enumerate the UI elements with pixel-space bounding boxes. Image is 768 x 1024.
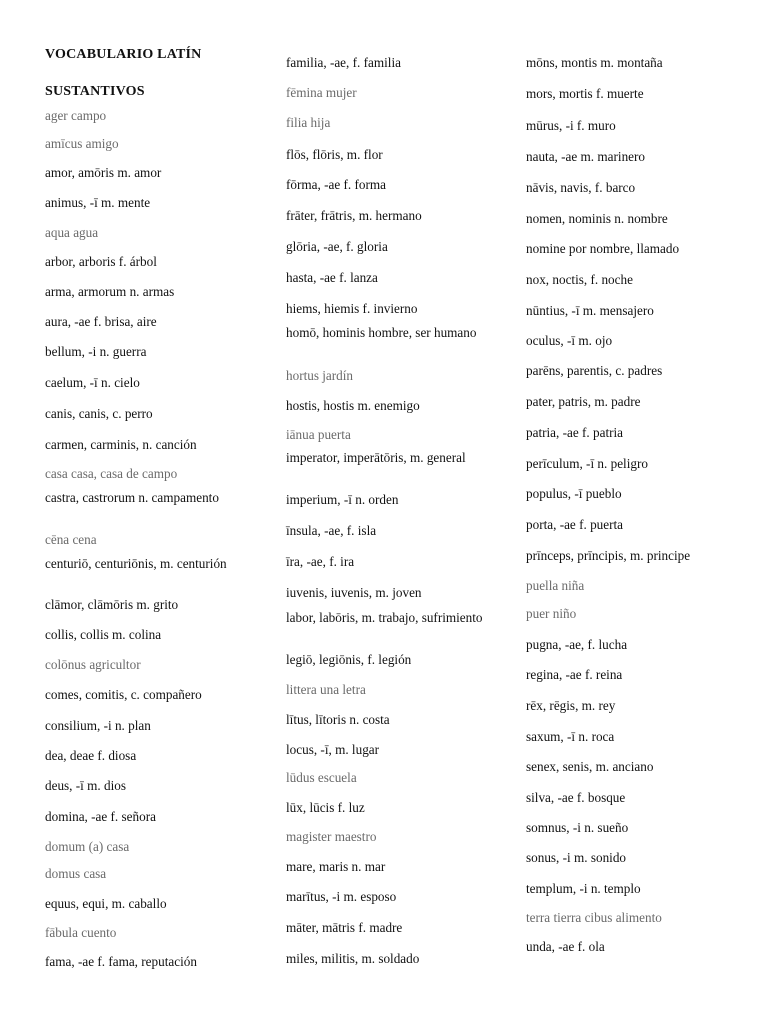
vocab-entry: mare, maris n. mar — [286, 859, 386, 874]
vocab-entry: miles, militis, m. soldado — [286, 951, 420, 966]
vocab-entry: porta, -ae f. puerta — [526, 517, 624, 532]
vocab-entry: populus, -ī pueblo — [526, 486, 622, 501]
vocab-entry: hortus jardín — [286, 368, 354, 383]
vocab-entry: canis, canis, c. perro — [45, 406, 153, 421]
vocab-entry: nomine por nombre, llamado — [526, 241, 680, 256]
vocab-entry: somnus, -i n. sueño — [526, 820, 629, 835]
vocab-entry: aqua agua — [45, 225, 99, 240]
vocab-entry: puer niño — [526, 606, 577, 621]
vocab-entry: filia hija — [286, 115, 331, 130]
vocab-entry: prīnceps, prīncipis, m. principe — [526, 548, 691, 563]
vocab-entry: puella niña — [526, 578, 585, 593]
vocab-entry: magister maestro — [286, 829, 377, 844]
vocab-entry: domum (a) casa — [45, 839, 130, 854]
vocab-entry: patria, -ae f. patria — [526, 425, 624, 440]
vocab-entry: dea, deae f. diosa — [45, 748, 137, 763]
vocab-entry: iuvenis, iuvenis, m. joven — [286, 585, 422, 600]
vocab-entry: parēns, parentis, c. padres — [526, 363, 663, 378]
vocab-entry: lūdus escuela — [286, 770, 357, 785]
vocab-entry: familia, -ae, f. familia — [286, 55, 401, 70]
vocab-entry: locus, -ī, m. lugar — [286, 742, 380, 757]
vocab-entry: comes, comitis, c. compañero — [45, 687, 202, 702]
vocab-entry: īra, -ae, f. ira — [286, 554, 355, 569]
vocab-entry: nomen, nominis n. nombre — [526, 211, 668, 226]
vocab-entry: mōns, montis m. montaña — [526, 55, 663, 70]
vocab-entry: pater, patris, m. padre — [526, 394, 641, 409]
vocab-entry: lūx, lūcis f. luz — [286, 800, 365, 815]
vocab-entry: labor, labōris, m. trabajo, sufrimiento — [286, 610, 483, 625]
vocab-entry: iānua puerta — [286, 427, 351, 442]
vocab-entry: equus, equi, m. caballo — [45, 896, 167, 911]
vocab-entry: amor, amōris m. amor — [45, 165, 162, 180]
vocab-entry: imperator, imperātōris, m. general — [286, 450, 466, 465]
page-title: VOCABULARIO LATÍN — [45, 47, 202, 62]
vocab-entry: domina, -ae f. señora — [45, 809, 156, 824]
vocab-entry: oculus, -ī m. ojo — [526, 333, 613, 348]
vocab-entry: fēmina mujer — [286, 85, 357, 100]
vocab-entry: regina, -ae f. reina — [526, 667, 623, 682]
vocab-entry: amīcus amigo — [45, 136, 119, 151]
vocab-entry: casa casa, casa de campo — [45, 466, 178, 481]
vocab-entry: marītus, -i m. esposo — [286, 889, 397, 904]
vocab-entry: domus casa — [45, 866, 107, 881]
vocab-entry: silva, -ae f. bosque — [526, 790, 626, 805]
vocab-entry: arbor, arboris f. árbol — [45, 254, 157, 269]
vocab-entry: aura, -ae f. brisa, aire — [45, 314, 157, 329]
vocab-entry: flōs, flōris, m. flor — [286, 147, 383, 162]
vocab-entry: nauta, -ae m. marinero — [526, 149, 645, 164]
vocab-entry: collis, collis m. colina — [45, 627, 162, 642]
vocab-entry: terra tierra cibus alimento — [526, 910, 662, 925]
vocab-entry: arma, armorum n. armas — [45, 284, 175, 299]
vocab-entry: frāter, frātris, m. hermano — [286, 208, 422, 223]
section-heading: SUSTANTIVOS — [45, 84, 145, 99]
vocab-entry: sonus, -i m. sonido — [526, 850, 627, 865]
vocab-entry: fama, -ae f. fama, reputación — [45, 954, 197, 969]
vocab-entry: carmen, carminis, n. canción — [45, 437, 197, 452]
vocab-entry: pugna, -ae, f. lucha — [526, 637, 628, 652]
vocab-entry: consilium, -i n. plan — [45, 718, 151, 733]
vocab-entry: cēna cena — [45, 532, 97, 547]
vocab-entry: imperium, -ī n. orden — [286, 492, 399, 507]
vocab-entry: mūrus, -i f. muro — [526, 118, 616, 133]
vocab-entry: nox, noctis, f. noche — [526, 272, 633, 287]
vocab-entry: homō, hominis hombre, ser humano — [286, 325, 477, 340]
vocab-entry: templum, -i n. templo — [526, 881, 641, 896]
vocab-entry: ager campo — [45, 108, 107, 123]
vocab-entry: unda, -ae f. ola — [526, 939, 605, 954]
vocab-entry: centuriō, centuriōnis, m. centurión — [45, 556, 227, 571]
vocab-entry: hasta, -ae f. lanza — [286, 270, 378, 285]
vocab-entry: fābula cuento — [45, 925, 117, 940]
vocab-entry: colōnus agricultor — [45, 657, 141, 672]
vocab-entry: perīculum, -ī n. peligro — [526, 456, 648, 471]
vocab-entry: animus, -ī m. mente — [45, 195, 151, 210]
vocab-entry: hiems, hiemis f. invierno — [286, 301, 418, 316]
vocab-entry: deus, -ī m. dios — [45, 778, 126, 793]
vocab-entry: saxum, -ī n. roca — [526, 729, 615, 744]
vocab-entry: lītus, lītoris n. costa — [286, 712, 390, 727]
vocab-entry: nāvis, navis, f. barco — [526, 180, 636, 195]
vocab-entry: mors, mortis f. muerte — [526, 86, 644, 101]
vocab-entry: bellum, -i n. guerra — [45, 344, 147, 359]
vocab-entry: legiō, legiōnis, f. legión — [286, 652, 412, 667]
vocab-entry: clāmor, clāmōris m. grito — [45, 597, 179, 612]
vocab-entry: nūntius, -ī m. mensajero — [526, 303, 654, 318]
vocab-entry: māter, mātris f. madre — [286, 920, 403, 935]
vocab-entry: littera una letra — [286, 682, 366, 697]
vocab-entry: glōria, -ae, f. gloria — [286, 239, 388, 254]
vocab-entry: senex, senis, m. anciano — [526, 759, 654, 774]
vocab-entry: īnsula, -ae, f. isla — [286, 523, 377, 538]
vocab-entry: caelum, -ī n. cielo — [45, 375, 140, 390]
vocab-entry: hostis, hostis m. enemigo — [286, 398, 420, 413]
vocab-entry: castra, castrorum n. campamento — [45, 490, 219, 505]
vocab-entry: fōrma, -ae f. forma — [286, 177, 386, 192]
vocab-entry: rēx, rēgis, m. rey — [526, 698, 616, 713]
